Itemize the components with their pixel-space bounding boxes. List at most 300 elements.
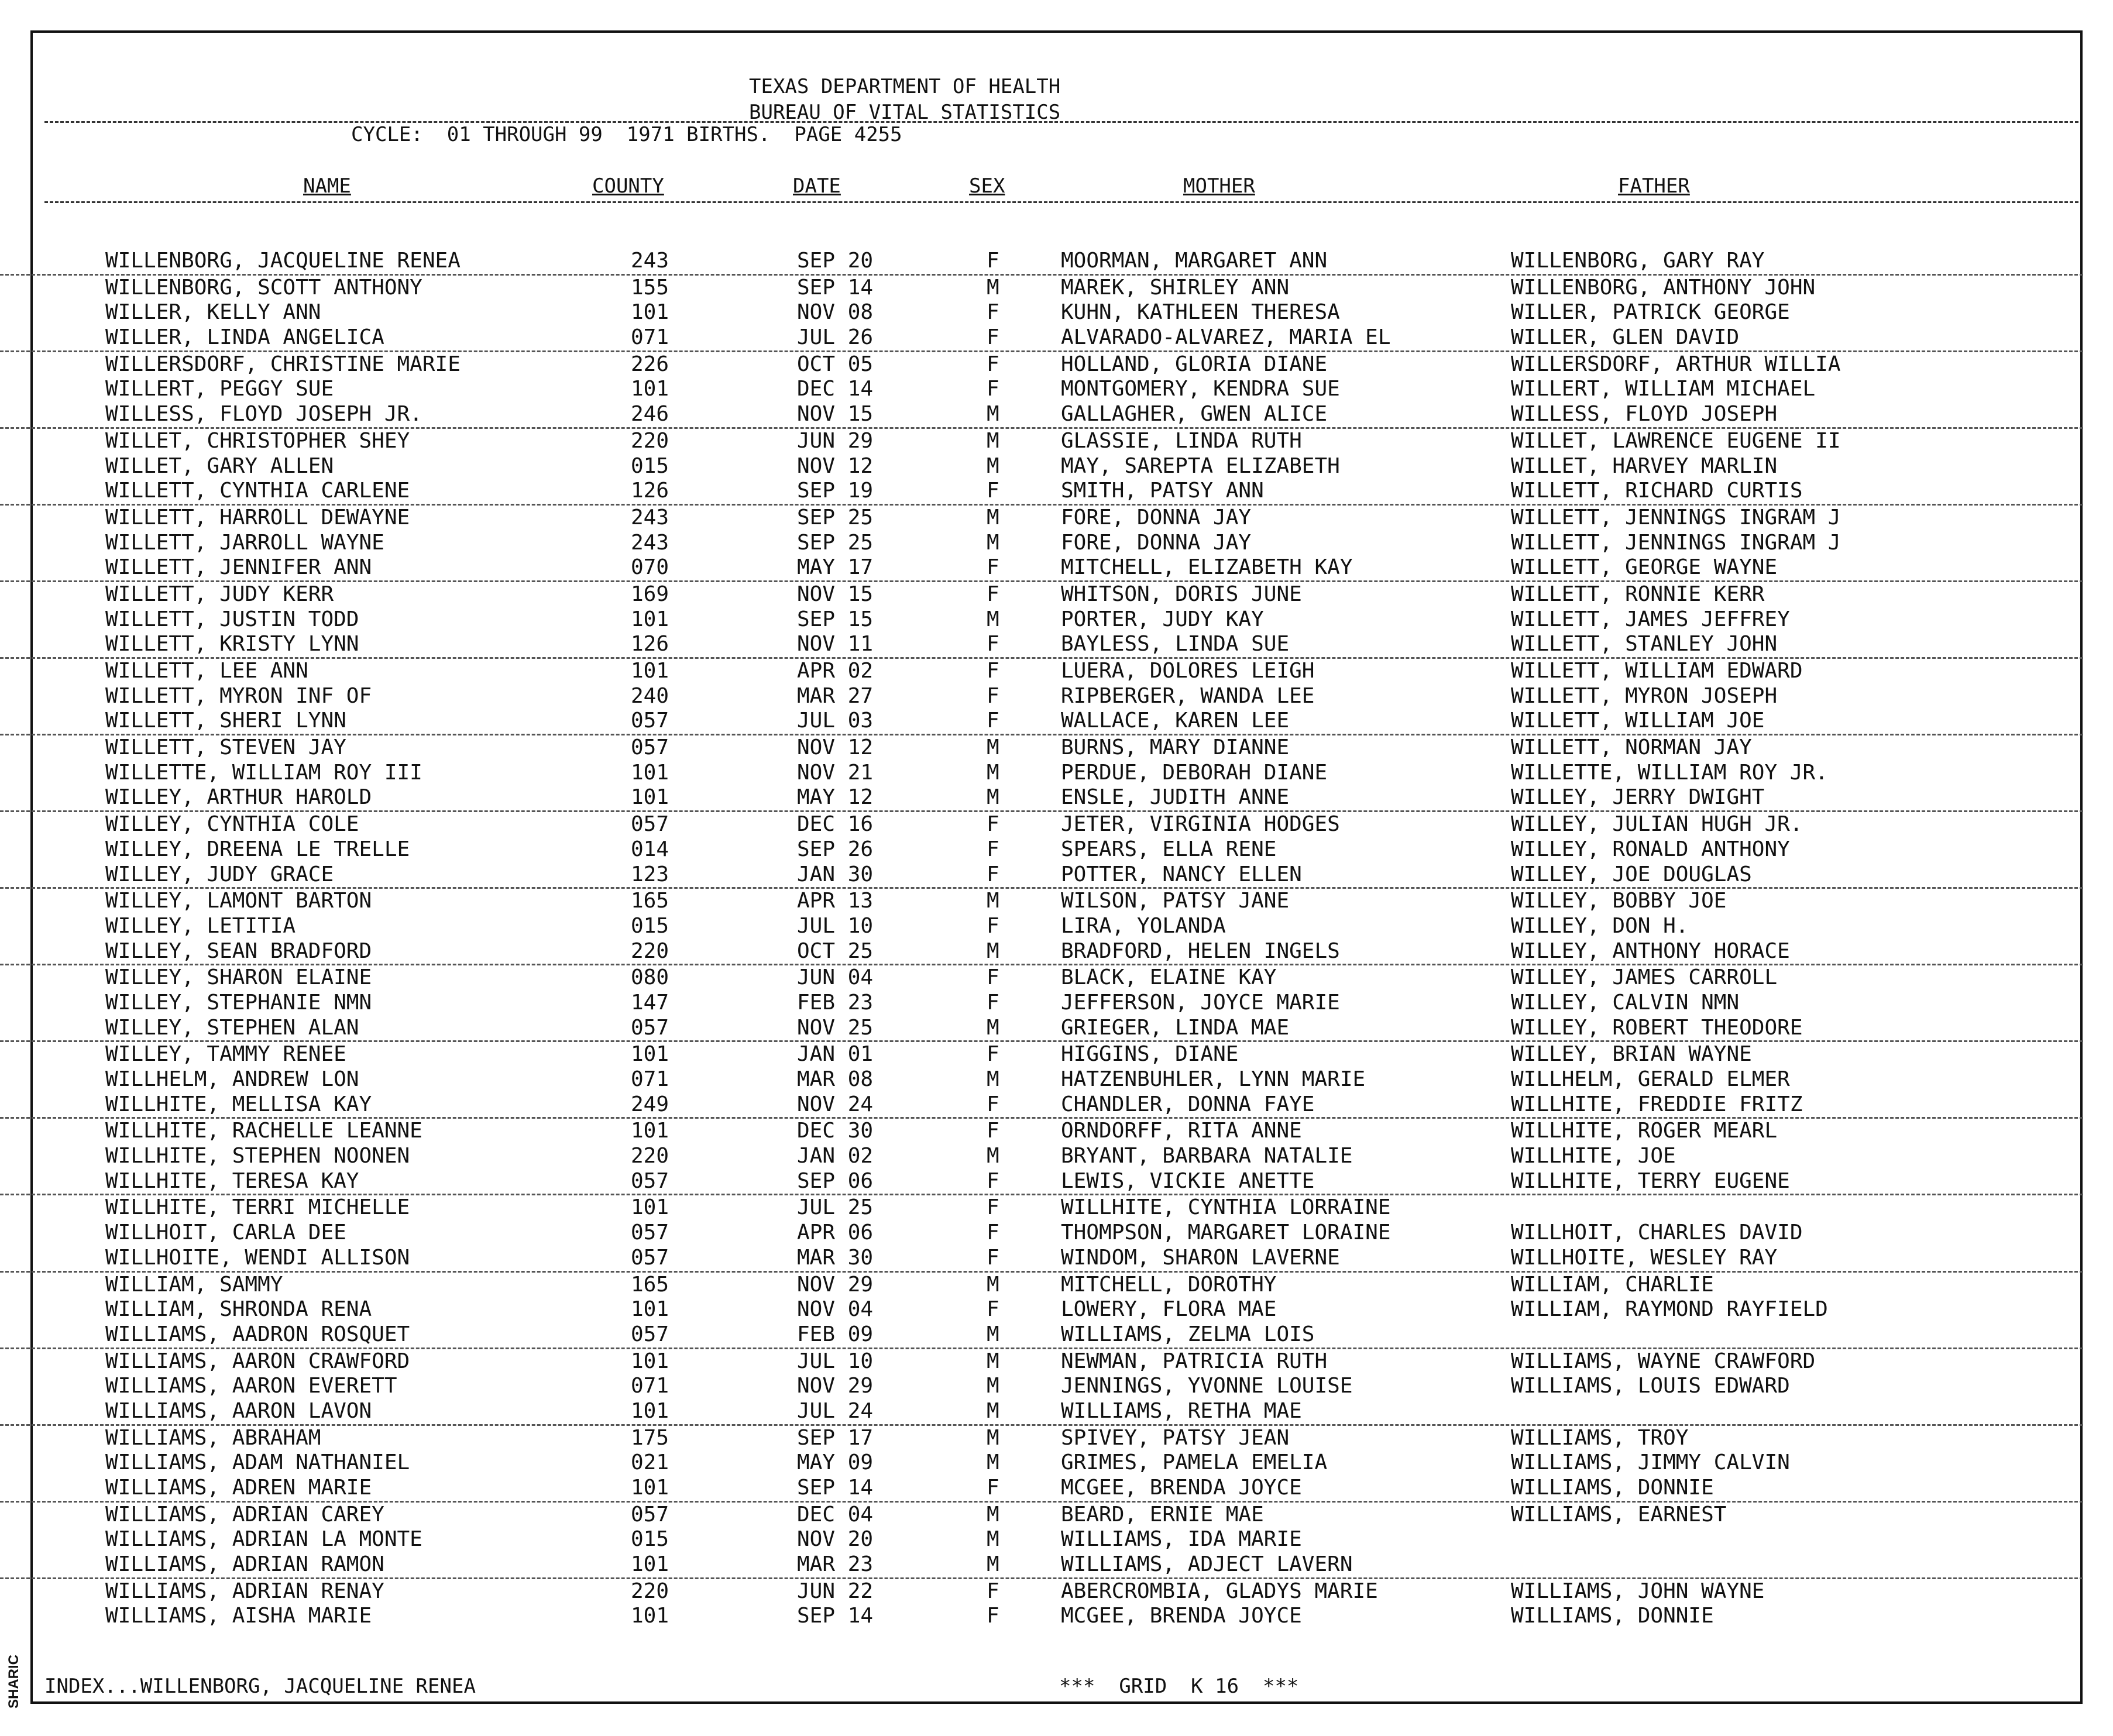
cell-name: WILLENBORG, SCOTT ANTHONY [105, 275, 422, 300]
cell-name: WILLERT, PEGGY SUE [105, 377, 334, 401]
cell-father: WILLEY, JULIAN HUGH JR. [1511, 812, 1803, 837]
cell-sex: M [987, 1015, 999, 1040]
cell-name: WILLETTE, WILLIAM ROY III [105, 760, 422, 785]
cell-sex: F [987, 1221, 999, 1245]
cell-county: 126 [631, 479, 669, 503]
cell-county: 057 [631, 735, 669, 760]
cell-father: WILLEY, JERRY DWIGHT [1511, 785, 1765, 810]
cell-mother: LIRA, YOLANDA [1061, 913, 1226, 938]
cell-name: WILLIAMS, AADRON ROSQUET [105, 1322, 410, 1346]
table-row [0, 1042, 2083, 1067]
cell-father: WILLETT, WILLIAM EDWARD [1511, 659, 1803, 683]
table-row [0, 555, 2083, 582]
cell-father: WILLIAMS, JIMMY CALVIN [1511, 1450, 1790, 1475]
cell-mother: SPEARS, ELLA RENE [1061, 837, 1277, 861]
cell-mother: LEWIS, VICKIE ANETTE [1061, 1168, 1315, 1193]
cell-father: WILLHITE, ROGER MEARL [1511, 1119, 1778, 1143]
cell-name: WILLEY, SEAN BRADFORD [105, 939, 372, 963]
table-row [0, 785, 2083, 812]
cell-county: 226 [631, 352, 669, 376]
cell-county: 165 [631, 1272, 669, 1297]
cell-date: OCT 05 [797, 352, 874, 376]
cell-sex: F [987, 1297, 999, 1322]
cycle-info: CYCLE: 01 THROUGH 99 1971 BIRTHS. PAGE 4255 [351, 123, 902, 146]
cell-mother: SMITH, PATSY ANN [1061, 479, 1264, 503]
cell-name: WILLEY, STEPHANIE NMN [105, 990, 372, 1015]
cell-name: WILLHITE, STEPHEN NOONEN [105, 1144, 410, 1168]
cell-mother: PERDUE, DEBORAH DIANE [1061, 760, 1328, 785]
cell-father: WILLHOIT, CHARLES DAVID [1511, 1221, 1803, 1245]
cell-date: DEC 16 [797, 812, 874, 837]
cell-father: WILLEY, ANTHONY HORACE [1511, 939, 1790, 963]
cell-mother: MAREK, SHIRLEY ANN [1061, 275, 1290, 300]
cell-father: WILLETT, JENNINGS INGRAM J [1511, 505, 1841, 530]
cell-sex: M [987, 1527, 999, 1552]
cell-county: 165 [631, 889, 669, 913]
cell-county: 240 [631, 683, 669, 708]
cell-date: SEP 19 [797, 479, 874, 503]
cell-sex: F [987, 1168, 999, 1193]
cell-county: 057 [631, 1245, 669, 1270]
table-row [0, 965, 2083, 991]
cell-father: WILLHOITE, WESLEY RAY [1511, 1245, 1778, 1270]
cell-date: APR 02 [797, 659, 874, 683]
cell-sex: F [987, 659, 999, 683]
cell-sex: F [987, 990, 999, 1015]
cell-sex: F [987, 812, 999, 837]
cell-father: WILLIAMS, JOHN WAYNE [1511, 1579, 1765, 1603]
table-row [0, 582, 2083, 607]
cell-name: WILLIAMS, ADREN MARIE [105, 1476, 372, 1500]
cell-sex: M [987, 1144, 999, 1168]
cell-date: MAR 23 [797, 1552, 874, 1577]
cell-sex: M [987, 939, 999, 963]
cell-sex: F [987, 1604, 999, 1628]
cell-county: 101 [631, 1398, 669, 1423]
cell-mother: HIGGINS, DIANE [1061, 1042, 1239, 1067]
cell-father: WILLETT, RONNIE KERR [1511, 582, 1765, 606]
cell-father: WILLHITE, FREDDIE FRITZ [1511, 1092, 1803, 1116]
cell-sex: M [987, 1450, 999, 1475]
table-row [0, 659, 2083, 684]
cell-county: 101 [631, 1552, 669, 1577]
cell-name: WILLHELM, ANDREW LON [105, 1067, 359, 1091]
table-row [0, 1426, 2083, 1451]
table-row [0, 249, 2083, 276]
table-row [0, 1119, 2083, 1144]
cell-date: NOV 08 [797, 300, 874, 325]
cell-name: WILLERSDORF, CHRISTINE MARIE [105, 352, 461, 376]
cell-name: WILLEY, TAMMY RENEE [105, 1042, 346, 1067]
cell-mother: WALLACE, KAREN LEE [1061, 709, 1290, 733]
cell-mother: MITCHELL, ELIZABETH KAY [1061, 555, 1353, 580]
cell-mother: HATZENBUHLER, LYNN MARIE [1061, 1067, 1366, 1091]
cell-father: WILLERT, WILLIAM MICHAEL [1511, 377, 1816, 401]
cell-date: SEP 20 [797, 249, 874, 273]
column-header-date: DATE [793, 174, 841, 198]
cell-name: WILLIAMS, ABRAHAM [105, 1425, 321, 1450]
cell-sex: F [987, 300, 999, 325]
cell-mother: SPIVEY, PATSY JEAN [1061, 1425, 1290, 1450]
cell-sex: F [987, 1195, 999, 1220]
cell-county: 147 [631, 990, 669, 1015]
cell-mother: BLACK, ELAINE KAY [1061, 965, 1277, 990]
cell-father: WILLETT, JENNINGS INGRAM J [1511, 530, 1841, 555]
cell-mother: WHITSON, DORIS JUNE [1061, 582, 1302, 606]
cell-father: WILLIAMS, TROY [1511, 1425, 1689, 1450]
cell-county: 101 [631, 607, 669, 631]
cell-father: WILLIAMS, LOUIS EDWARD [1511, 1374, 1790, 1398]
cell-sex: F [987, 862, 999, 886]
cell-name: WILLET, CHRISTOPHER SHEY [105, 428, 410, 453]
side-label-text: SHARIC [6, 1655, 22, 1709]
cell-name: WILLHITE, TERESA KAY [105, 1168, 359, 1193]
cell-sex: M [987, 1272, 999, 1297]
table-row [0, 735, 2083, 761]
table-row [0, 1092, 2083, 1119]
cell-mother: JEFFERSON, JOYCE MARIE [1061, 990, 1340, 1015]
cell-father: WILLHELM, GERALD ELMER [1511, 1067, 1790, 1091]
table-row [0, 1579, 2083, 1604]
cell-mother: RIPBERGER, WANDA LEE [1061, 683, 1315, 708]
cell-date: MAR 27 [797, 683, 874, 708]
cell-date: NOV 20 [797, 1527, 874, 1552]
cell-county: 246 [631, 402, 669, 427]
cell-name: WILLHOIT, CARLA DEE [105, 1221, 346, 1245]
cell-mother: BEARD, ERNIE MAE [1061, 1502, 1264, 1527]
table-row [0, 837, 2083, 862]
cell-county: 220 [631, 1579, 669, 1603]
footer-index: INDEX...WILLENBORG, JACQUELINE RENEA [44, 1675, 476, 1698]
cell-date: JUL 26 [797, 325, 874, 350]
table-row [0, 300, 2083, 325]
cell-date: DEC 14 [797, 377, 874, 401]
cell-date: JUL 25 [797, 1195, 874, 1220]
cell-date: NOV 25 [797, 1015, 874, 1040]
cell-father: WILLEY, DON H. [1511, 913, 1689, 938]
cell-mother: GRIMES, PAMELA EMELIA [1061, 1450, 1328, 1475]
table-row [0, 1144, 2083, 1169]
cell-name: WILLESS, FLOYD JOSEPH JR. [105, 402, 422, 427]
cell-name: WILLENBORG, JACQUELINE RENEA [105, 249, 461, 273]
column-header-rule [44, 201, 2078, 203]
cell-date: NOV 11 [797, 632, 874, 656]
page-subtitle: BUREAU OF VITAL STATISTICS [749, 101, 1061, 124]
cell-mother: MONTGOMERY, KENDRA SUE [1061, 377, 1340, 401]
cell-name: WILLETT, STEVEN JAY [105, 735, 346, 760]
cell-sex: M [987, 760, 999, 785]
cell-sex: F [987, 837, 999, 861]
cell-date: JUN 04 [797, 965, 874, 990]
table-row [0, 1604, 2083, 1629]
cell-name: WILLETT, JARROLL WAYNE [105, 530, 384, 555]
table-row [0, 352, 2083, 377]
cell-county: 243 [631, 505, 669, 530]
cell-mother: ORNDORFF, RITA ANNE [1061, 1119, 1302, 1143]
cell-date: NOV 21 [797, 760, 874, 785]
cell-date: MAY 17 [797, 555, 874, 580]
table-row [0, 479, 2083, 506]
table-row [0, 632, 2083, 659]
cell-mother: FORE, DONNA JAY [1061, 530, 1252, 555]
cell-mother: HOLLAND, GLORIA DIANE [1061, 352, 1328, 376]
cell-county: 126 [631, 632, 669, 656]
column-header-mother: MOTHER [1183, 174, 1255, 198]
cell-mother: JENNINGS, YVONNE LOUISE [1061, 1374, 1353, 1398]
cell-sex: M [987, 889, 999, 913]
cell-date: DEC 04 [797, 1502, 874, 1527]
cell-county: 123 [631, 862, 669, 886]
table-row [0, 1527, 2083, 1552]
cell-father: WILLEY, BRIAN WAYNE [1511, 1042, 1752, 1067]
cell-date: SEP 26 [797, 837, 874, 861]
cell-mother: MCGEE, BRENDA JOYCE [1061, 1604, 1302, 1628]
cell-date: JAN 02 [797, 1144, 874, 1168]
table-row [0, 1450, 2083, 1476]
cell-sex: M [987, 1067, 999, 1091]
cell-sex: M [987, 1322, 999, 1346]
cell-date: APR 13 [797, 889, 874, 913]
cell-name: WILLEY, CYNTHIA COLE [105, 812, 359, 837]
table-row [0, 1349, 2083, 1374]
table-row [0, 761, 2083, 786]
cell-date: JUL 10 [797, 913, 874, 938]
cell-sex: F [987, 479, 999, 503]
cell-father: WILLET, HARVEY MARLIN [1511, 453, 1778, 478]
cell-county: 175 [631, 1425, 669, 1450]
cell-mother: BAYLESS, LINDA SUE [1061, 632, 1290, 656]
cell-date: DEC 30 [797, 1119, 874, 1143]
cell-mother: ENSLE, JUDITH ANNE [1061, 785, 1290, 810]
table-row [0, 454, 2083, 479]
cell-date: SEP 14 [797, 1604, 874, 1628]
table-row [0, 429, 2083, 454]
cell-date: NOV 12 [797, 735, 874, 760]
cell-name: WILLETT, CYNTHIA CARLENE [105, 479, 410, 503]
table-row [0, 402, 2083, 429]
cell-father: WILLETT, MYRON JOSEPH [1511, 683, 1778, 708]
cell-name: WILLETT, JUDY KERR [105, 582, 334, 606]
cell-father: WILLIAM, RAYMOND RAYFIELD [1511, 1297, 1828, 1322]
cell-sex: M [987, 1398, 999, 1423]
cell-county: 243 [631, 249, 669, 273]
cell-father: WILLEY, CALVIN NMN [1511, 990, 1740, 1015]
cell-name: WILLIAMS, AARON LAVON [105, 1398, 372, 1423]
cell-sex: M [987, 1425, 999, 1450]
cell-county: 243 [631, 530, 669, 555]
cell-name: WILLETT, KRISTY LYNN [105, 632, 359, 656]
table-row [0, 939, 2083, 966]
cell-date: APR 06 [797, 1221, 874, 1245]
cell-mother: WILLIAMS, RETHA MAE [1061, 1398, 1302, 1423]
cell-county: 070 [631, 555, 669, 580]
cell-county: 220 [631, 1144, 669, 1168]
cell-county: 101 [631, 1195, 669, 1220]
cell-county: 057 [631, 1221, 669, 1245]
cell-father: WILLER, GLEN DAVID [1511, 325, 1740, 350]
cell-father: WILLENBORG, ANTHONY JOHN [1511, 275, 1816, 300]
cell-date: NOV 29 [797, 1272, 874, 1297]
cell-date: NOV 29 [797, 1374, 874, 1398]
table-row [0, 684, 2083, 709]
table-row [0, 889, 2083, 914]
table-row [0, 1221, 2083, 1246]
cell-name: WILLHITE, TERRI MICHELLE [105, 1195, 410, 1220]
cell-county: 220 [631, 428, 669, 453]
cell-father: WILLEY, JOE DOUGLAS [1511, 862, 1752, 886]
cell-county: 021 [631, 1450, 669, 1475]
cell-sex: M [987, 275, 999, 300]
cell-sex: F [987, 1092, 999, 1116]
column-header-father: FATHER [1618, 174, 1690, 198]
cell-sex: F [987, 1042, 999, 1067]
cell-date: NOV 15 [797, 402, 874, 427]
cell-sex: F [987, 325, 999, 350]
cell-father: WILLEY, BOBBY JOE [1511, 889, 1727, 913]
cell-date: MAY 12 [797, 785, 874, 810]
table-row [0, 1297, 2083, 1322]
cell-father: WILLHITE, JOE [1511, 1144, 1676, 1168]
column-header-sex: SEX [969, 174, 1005, 198]
table-row [0, 862, 2083, 889]
cell-sex: F [987, 709, 999, 733]
table-row [0, 276, 2083, 301]
table-row [0, 1399, 2083, 1426]
cell-date: NOV 24 [797, 1092, 874, 1116]
cell-date: JUL 10 [797, 1349, 874, 1373]
table-row [0, 1195, 2083, 1221]
cell-mother: MOORMAN, MARGARET ANN [1061, 249, 1328, 273]
cell-name: WILLEY, DREENA LE TRELLE [105, 837, 410, 861]
footer-grid: *** GRID K 16 *** [1059, 1675, 1299, 1698]
cell-sex: M [987, 530, 999, 555]
table-row [0, 1476, 2083, 1503]
cell-father: WILLETTE, WILLIAM ROY JR. [1511, 760, 1828, 785]
cell-date: SEP 17 [797, 1425, 874, 1450]
cell-date: MAR 08 [797, 1067, 874, 1091]
cell-mother: ALVARADO-ALVAREZ, MARIA EL [1061, 325, 1391, 350]
cell-sex: F [987, 1245, 999, 1270]
cell-county: 057 [631, 709, 669, 733]
cell-mother: CHANDLER, DONNA FAYE [1061, 1092, 1315, 1116]
cell-mother: WILLIAMS, ZELMA LOIS [1061, 1322, 1315, 1346]
cell-name: WILLIAMS, ADRIAN RENAY [105, 1579, 384, 1603]
cell-county: 101 [631, 659, 669, 683]
cell-date: SEP 25 [797, 505, 874, 530]
cell-name: WILLHITE, MELLISA KAY [105, 1092, 372, 1116]
cell-date: SEP 15 [797, 607, 874, 631]
table-row [0, 991, 2083, 1016]
cell-county: 101 [631, 1297, 669, 1322]
table-row [0, 1552, 2083, 1579]
cell-name: WILLIAMS, ADAM NATHANIEL [105, 1450, 410, 1475]
cell-mother: LUERA, DOLORES LEIGH [1061, 659, 1315, 683]
cell-county: 071 [631, 1067, 669, 1091]
cell-father: WILLERSDORF, ARTHUR WILLIA [1511, 352, 1841, 376]
cell-date: SEP 14 [797, 275, 874, 300]
cell-county: 015 [631, 1527, 669, 1552]
cell-sex: F [987, 632, 999, 656]
cell-county: 101 [631, 760, 669, 785]
cell-father: WILLER, PATRICK GEORGE [1511, 300, 1790, 325]
side-label [2, 1650, 26, 1714]
cell-county: 101 [631, 1604, 669, 1628]
cell-name: WILLETT, SHERI LYNN [105, 709, 346, 733]
cell-date: MAR 30 [797, 1245, 874, 1270]
cell-county: 057 [631, 1322, 669, 1346]
table-row [0, 506, 2083, 531]
cell-father: WILLEY, ROBERT THEODORE [1511, 1015, 1803, 1040]
cell-father: WILLETT, RICHARD CURTIS [1511, 479, 1803, 503]
cell-mother: BURNS, MARY DIANNE [1061, 735, 1290, 760]
cell-county: 155 [631, 275, 669, 300]
cell-date: JUN 29 [797, 428, 874, 453]
cell-father: WILLHITE, TERRY EUGENE [1511, 1168, 1790, 1193]
table-row [0, 607, 2083, 632]
cell-county: 101 [631, 1042, 669, 1067]
page-title: TEXAS DEPARTMENT OF HEALTH [749, 75, 1061, 98]
cell-father: WILLENBORG, GARY RAY [1511, 249, 1765, 273]
cell-sex: M [987, 785, 999, 810]
cell-mother: PORTER, JUDY KAY [1061, 607, 1264, 631]
cell-sex: M [987, 428, 999, 453]
cell-name: WILLETT, LEE ANN [105, 659, 308, 683]
cell-county: 249 [631, 1092, 669, 1116]
cell-father: WILLEY, RONALD ANTHONY [1511, 837, 1790, 861]
cell-date: SEP 06 [797, 1168, 874, 1193]
table-row [0, 1246, 2083, 1273]
cell-mother: BRADFORD, HELEN INGELS [1061, 939, 1340, 963]
table-row [0, 914, 2083, 939]
table-row [0, 1016, 2083, 1043]
cell-name: WILLHITE, RACHELLE LEANNE [105, 1119, 422, 1143]
cell-county: 101 [631, 300, 669, 325]
cell-date: NOV 04 [797, 1297, 874, 1322]
table-row [0, 812, 2083, 837]
cell-name: WILLIAM, SAMMY [105, 1272, 283, 1297]
cell-sex: M [987, 1349, 999, 1373]
header-rule [44, 121, 2078, 123]
cell-name: WILLIAM, SHRONDA RENA [105, 1297, 372, 1322]
cell-father: WILLETT, JAMES JEFFREY [1511, 607, 1790, 631]
cell-name: WILLIAMS, AARON EVERETT [105, 1374, 397, 1398]
cell-county: 169 [631, 582, 669, 606]
cell-date: JUL 03 [797, 709, 874, 733]
cell-father: WILLIAMS, WAYNE CRAWFORD [1511, 1349, 1816, 1373]
cell-name: WILLEY, ARTHUR HAROLD [105, 785, 372, 810]
cell-name: WILLEY, STEPHEN ALAN [105, 1015, 359, 1040]
cell-county: 071 [631, 1374, 669, 1398]
cell-date: JUN 22 [797, 1579, 874, 1603]
cell-name: WILLIAMS, ADRIAN LA MONTE [105, 1527, 422, 1552]
cell-county: 057 [631, 1015, 669, 1040]
cell-county: 057 [631, 812, 669, 837]
cell-mother: WINDOM, SHARON LAVERNE [1061, 1245, 1340, 1270]
column-header-county: COUNTY [592, 174, 664, 198]
cell-father: WILLETT, WILLIAM JOE [1511, 709, 1765, 733]
cell-sex: M [987, 1502, 999, 1527]
cell-sex: F [987, 1579, 999, 1603]
cell-father: WILLIAMS, EARNEST [1511, 1502, 1727, 1527]
cell-mother: WILLHITE, CYNTHIA LORRAINE [1061, 1195, 1391, 1220]
cell-county: 080 [631, 965, 669, 990]
table-row [0, 1322, 2083, 1349]
table-row [0, 1067, 2083, 1092]
cell-name: WILLETT, JENNIFER ANN [105, 555, 372, 580]
table-row [0, 1503, 2083, 1528]
cell-sex: F [987, 913, 999, 938]
cell-sex: M [987, 1552, 999, 1577]
